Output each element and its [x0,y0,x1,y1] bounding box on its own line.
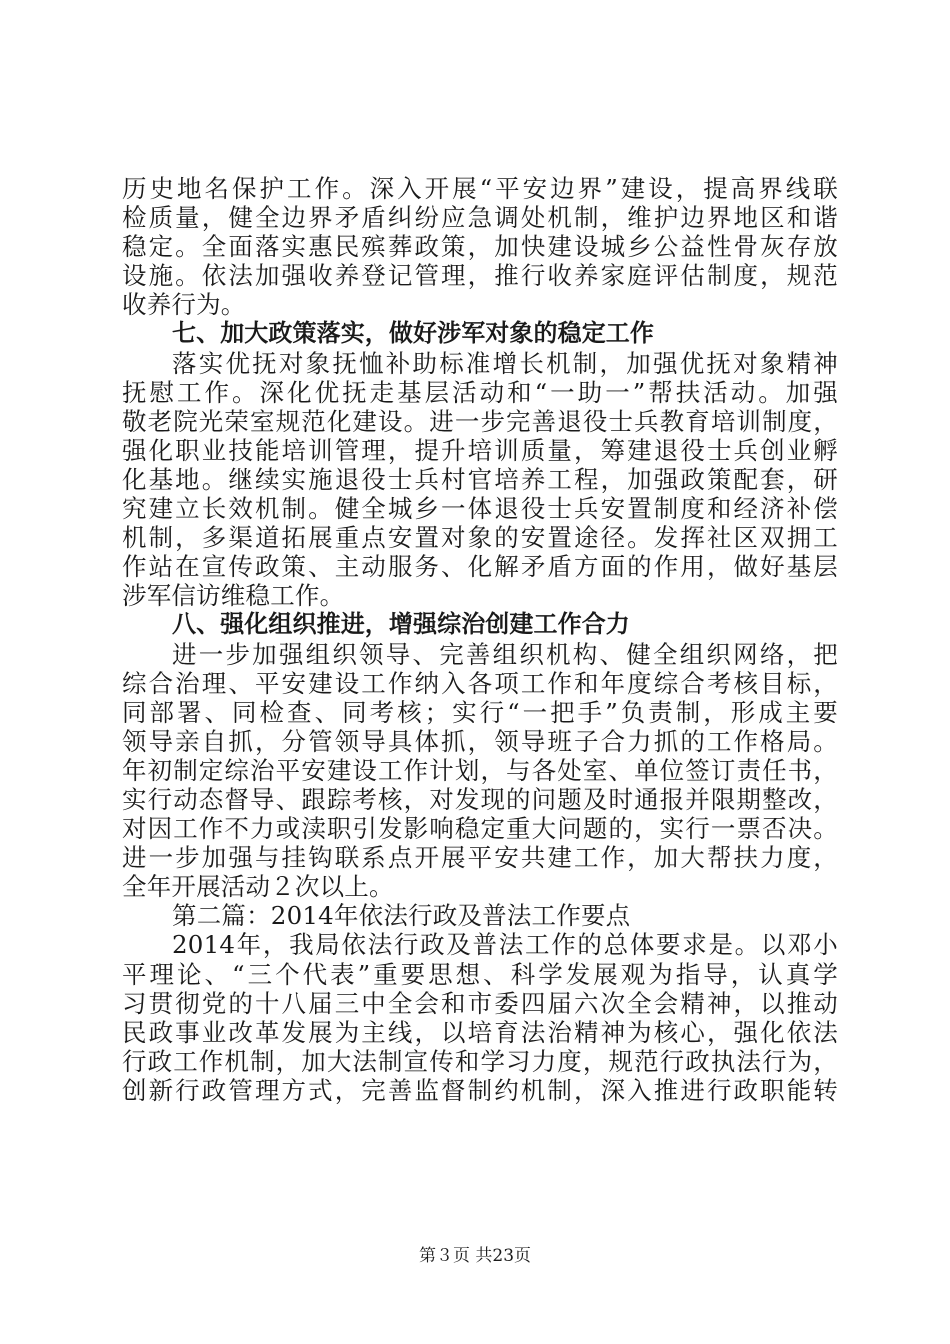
paragraph-continuation [122,174,838,319]
text-line: 究建立长效机制。健全城乡一体退役士兵安置制度和经济补偿 [122,494,838,524]
text-line: 年初制定综治平安建设工作计划，与各处室、单位签订责任书， [122,755,838,785]
text-line: 落实优抚对象抚恤补助标准增长机制，加强优抚对象精神 [172,348,838,378]
text-line: 涉军信访维稳工作。 [122,581,345,611]
text-line: 机制，多渠道拓展重点安置对象的安置途径。发挥社区双拥工 [122,523,838,553]
text-line: 领导亲自抓，分管领导具体抓，领导班子合力抓的工作格局。 [122,726,838,756]
text-line: 稳定。全面落实惠民殡葬政策，加快建设城乡公益性骨灰存放 [122,232,838,262]
text-line: 抚慰工作。深化优抚走基层活动和“一助一”帮扶活动。加强 [122,377,838,407]
text-line: 民政事业改革发展为主线，以培育法治精神为核心，强化依法 [122,1017,838,1047]
text-line: 进一步加强组织领导、完善组织机构、健全组织网络，把 [172,639,838,669]
section-heading-8: 八、强化组织推进，增强综治创建工作合力 [172,610,630,639]
text-line: 收养行为。 [122,290,246,320]
text-line: 敬老院光荣室规范化建设。进一步完善退役士兵教育培训制度， [122,406,838,436]
text-line: 历史地名保护工作。深入开展“平安边界”建设，提高界线联 [122,174,838,203]
section-heading-7: 七、加大政策落实，做好涉军对象的稳定工作 [172,319,654,348]
text-line: 设施。依法加强收养登记管理，推行收养家庭评估制度，规范 [122,261,838,291]
text-line: 同部署、同检查、同考核；实行“一把手”负责制，形成主要 [122,697,838,727]
text-line: 创新行政管理方式，完善监督制约机制，深入推进行政职能转 [122,1075,838,1105]
paragraph-section-8 [122,640,838,902]
paragraph-section-7 [122,349,838,611]
document-body [122,174,838,1105]
text-line: 行政工作机制，加大法制宣传和学习力度，规范行政执法行为， [122,1046,838,1076]
text-line: 作站在宣传政策、主动服务、化解矛盾方面的作用，做好基层 [122,552,838,582]
paragraph-part-two [122,930,838,1105]
text-line: 进一步加强与挂钩联系点开展平安共建工作，加大帮扶力度， [122,843,838,873]
text-line: 综合治理、平安建设工作纳入各项工作和年度综合考核目标， [122,668,838,698]
text-line: 对因工作不力或渎职引发影响稳定重大问题的，实行一票否决。 [122,814,838,844]
text-line: 习贯彻党的十八届三中全会和市委四届六次全会精神，以推动 [122,988,838,1018]
text-line: 全年开展活动２次以上。 [122,872,394,902]
part-two-title: 第二篇：2014年依法行政及普法工作要点 [172,901,631,931]
text-line: 平理论、“三个代表”重要思想、科学发展观为指导，认真学 [122,959,838,989]
text-line: 2014年，我局依法行政及普法工作的总体要求是。以邓小 [172,930,838,960]
page-number-footer: 第３页 共23页 [418,1246,532,1266]
text-line: 实行动态督导、跟踪考核，对发现的问题及时通报并限期整改， [122,784,838,814]
text-line: 化基地。继续实施退役士兵村官培养工程，加强政策配套，研 [122,464,838,494]
text-line: 强化职业技能培训管理，提升培训质量，筹建退役士兵创业孵 [122,435,838,465]
text-line: 检质量，健全边界矛盾纠纷应急调处机制，维护边界地区和谐 [122,203,838,233]
